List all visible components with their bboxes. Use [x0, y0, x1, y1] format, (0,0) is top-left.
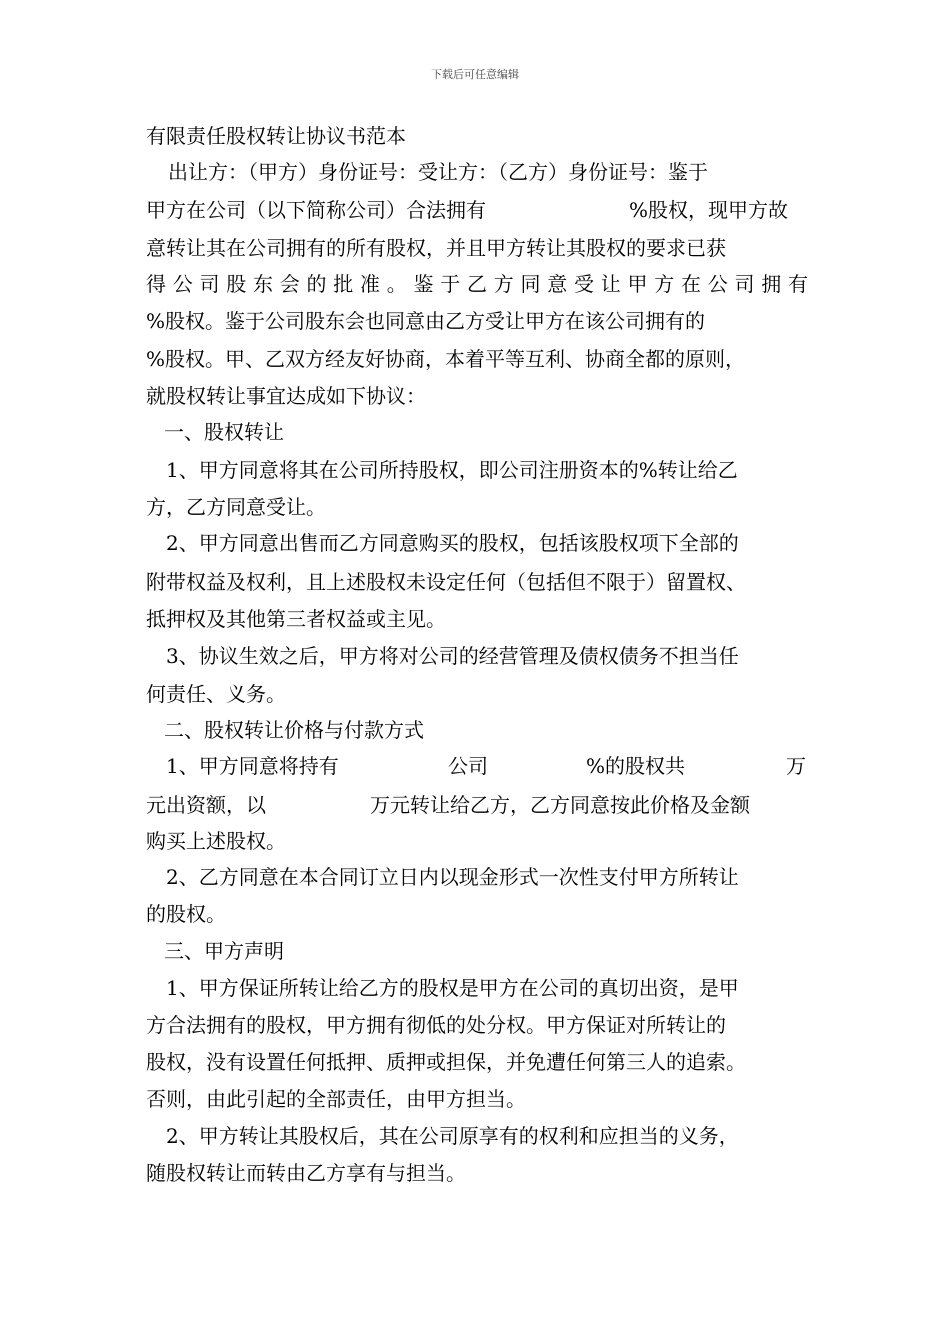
text-run: 1、甲方保证所转让给乙方的股权是甲方在公司的真切出资，是甲 [166, 976, 739, 1000]
text-run: 的股权。 [146, 902, 226, 926]
text-run: 否则，由此引起的全部责任，由甲方担当。 [146, 1087, 526, 1111]
text-run: 1、甲方同意将其在公司所持股权，即公司注册资本的%转让给乙 [166, 458, 738, 482]
text-run: 出让方：（甲方）身份证号：受让方：（乙方）身份证号：鉴于 [168, 160, 708, 184]
page-header: 下载后可任意编辑 [431, 68, 519, 81]
text-run: 公司 [448, 754, 488, 778]
text-run: 附带权益及权利，且上述股权未设定任何（包括但不限于）留置权、 [146, 570, 746, 594]
text-run: 2、甲方转让其股权后，其在公司原享有的权利和应担当的义务， [166, 1124, 739, 1148]
text-run: %的股权共 [586, 754, 686, 778]
document-title: 有限责任股权转让协议书范本 [146, 124, 406, 148]
text-run: 随股权转让而转由乙方享有与担当。 [146, 1161, 466, 1185]
text-run: 3、协议生效之后，甲方将对公司的经营管理及债权债务不担当任 [166, 644, 739, 668]
text-run: 就股权转让事宜达成如下协议： [146, 384, 426, 408]
text-run: 元出资额，以 [146, 793, 266, 817]
text-run: 2、甲方同意出售而乙方同意购买的股权，包括该股权项下全部的 [166, 531, 739, 555]
text-run: %股权。甲、乙双方经友好协商，本着平等互利、协商全都的原则， [146, 347, 746, 371]
text-run: 三、甲方声明 [164, 939, 284, 963]
text-run: 1、甲方同意将持有 [166, 754, 339, 778]
text-run: 万元转让给乙方，乙方同意按此价格及金额 [370, 793, 750, 817]
text-run: %股权，现甲方故 [629, 198, 789, 222]
text-run: 股权，没有设置任何抵押、质押或担保，并免遭任何第三人的追索。 [146, 1050, 746, 1074]
text-run: 购买上述股权。 [146, 829, 286, 853]
text-run: 意转让其在公司拥有的所有股权，并且甲方转让其股权的要求已获 [146, 236, 726, 260]
text-run: 二、股权转让价格与付款方式 [164, 718, 424, 742]
text-run: %股权。鉴于公司股东会也同意由乙方受让甲方在该公司拥有的 [146, 309, 706, 333]
text-run: 一、股权转让 [164, 420, 284, 444]
text-run: 方合法拥有的股权，甲方拥有彻低的处分权。甲方保证对所转让的 [146, 1013, 726, 1037]
text-run: 万 [786, 754, 806, 778]
text-run: 甲方在公司（以下简称公司）合法拥有 [146, 198, 486, 222]
text-run: 抵押权及其他第三者权益或主见。 [146, 607, 446, 631]
text-run: 何责任、义务。 [146, 682, 286, 706]
text-run: 方，乙方同意受让。 [146, 495, 326, 519]
text-run: 2、乙方同意在本合同订立日内以现金形式一次性支付甲方所转让 [166, 865, 739, 889]
text-run: 得公司股东会的批准。鉴于乙方同意受让甲方在公司拥有 [146, 272, 808, 296]
